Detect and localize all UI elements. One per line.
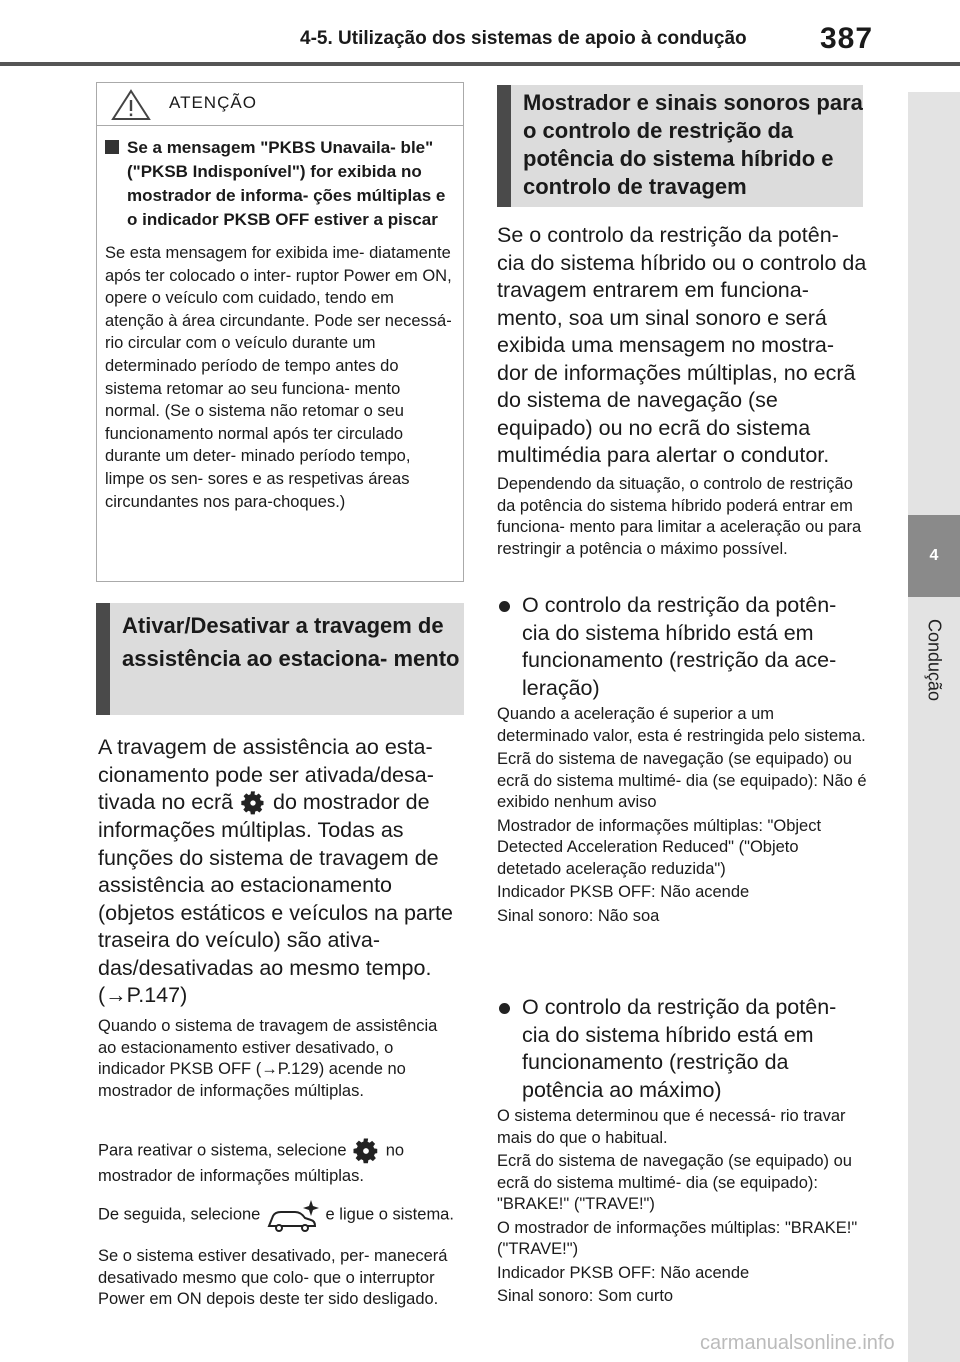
bullet-2-line: O mostrador de informações múltiplas: "BRAKE!" ("TRAVE!")	[497, 1218, 858, 1258]
left-note-3	[98, 1198, 468, 1232]
bullet-1-line: Indicador PKSB OFF: Não acende	[497, 883, 750, 901]
section-heading-left: Ativar/Desativar a travagem de assistência ao estaciona- mento	[96, 603, 464, 715]
left-note-2-part1: Para reativar o sistema, selecione	[98, 1141, 347, 1160]
left-paragraph-part2: do mostrador de informações múltiplas. Todas as funções do sistema de travagem de assistência ao estacionamento (objetos estáticos e veículos na parte traseira do veículo) são ativa- das/desativadas ao mesmo tempo. (→P.147)	[98, 790, 453, 1008]
left-paragraph	[98, 734, 468, 1010]
left-note-3-part1: De seguida, selecione	[98, 1205, 261, 1224]
left-note-3-part2: e ligue o sistema.	[325, 1205, 454, 1224]
section-heading-right: Mostrador e sinais sonoros para o controlo de restrição da potência do sistema híbrido e controlo de travagem	[497, 85, 863, 207]
gear-icon	[351, 1136, 381, 1166]
bullet-1-details	[497, 704, 867, 927]
bullet-2-line: Ecrã do sistema de navegação (se equipado) ou ecrã do sistema multimé- dia (se equipado): "BRAKE!" ("TRAVE!")	[497, 1152, 852, 1213]
gear-icon	[239, 789, 267, 817]
left-note-2	[98, 1136, 468, 1188]
bullet-2-text: O controlo da restrição da potên- cia do sistema híbrido está em funcionamento (restrição da potência ao máximo)	[522, 995, 837, 1102]
bullet-1-text: O controlo da restrição da potên- cia do sistema híbrido está em funcionamento (restrição da ace- leração)	[522, 593, 837, 700]
right-note: Dependendo da situação, o controlo de restrição da potência do sistema híbrido poderá entrar em funciona- mento para limitar a aceleração ou para restringir a potência o máximo possível.	[497, 475, 862, 558]
left-note-4: Se o sistema estiver desativado, per- manecerá desativado mesmo que colo- que o interruptor Power em ON depois deste ter sido desligado.	[98, 1247, 448, 1308]
warning-box	[96, 82, 464, 582]
bullet-dot-icon	[499, 601, 510, 612]
page-number: 387	[820, 22, 874, 55]
bullet-2-line: Indicador PKSB OFF: Não acende	[497, 1263, 750, 1282]
bullet-1	[497, 592, 863, 702]
bullet-1-line: Mostrador de informações múltiplas: "Object Detected Acceleration Reduced" ("Objeto detetado aceleração reduzida")	[497, 816, 822, 878]
bullet-1-line: Quando a aceleração é superior a um determinado valor, esta é restringida pelo sistema.	[497, 705, 866, 745]
warning-header	[97, 83, 463, 126]
warning-body: Se esta mensagem for exibida ime- diatamente após ter colocado o inter- ruptor Power em ON, opere o veículo com cuidado, tendo em atenção à área circundante. Pode ser necessá- rio circular com o veículo durante um determinado período de tempo antes do sistema retomar ao seu funciona- mento normal. (Se o sistema não retomar o seu funcionamento normal após ter circulado durante um deter- minado período tempo, limpe os sen- sores e as respetivas áreas circundantes nos para-choques.)	[105, 244, 452, 511]
car-brake-icon	[265, 1198, 321, 1232]
warning-title: ATENÇÃO	[169, 93, 257, 112]
bullet-2-details	[497, 1106, 867, 1308]
chapter-tab-number: 4	[908, 515, 960, 597]
bullet-dot-icon	[499, 1003, 510, 1014]
square-bullet-icon	[105, 140, 119, 154]
bullet-1-line: Ecrã do sistema de navegação (se equipado) ou ecrã do sistema multimé- dia (se equipado): Não é exibido nenhum aviso	[497, 750, 867, 811]
right-paragraph: Se o controlo da restrição da potên- cia do sistema híbrido ou o controlo da travagem entrarem em funciona- mento, soa um sinal sonoro e será exibida uma mensagem no mostra- dor de informações múltiplas, no ecrã do sistema de navegação (se equipado) ou no ecrã do sistema multimédia para alertar o condutor.	[497, 223, 867, 467]
watermark: carmanualsonline.info	[700, 1332, 895, 1354]
bullet-2-line: Sinal sonoro: Som curto	[497, 1287, 674, 1305]
bullet-2-line: O sistema determinou que é necessá- rio travar mais do que o habitual.	[497, 1107, 846, 1147]
bullet-1-line: Sinal sonoro: Não soa	[497, 906, 660, 925]
warning-triangle-icon	[111, 89, 151, 121]
header-rule	[0, 62, 960, 66]
left-paragraph-part1: A travagem de assistência ao esta- cionamento pode ser ativada/desa- tivada no ecrã	[98, 735, 434, 814]
warning-subtitle: Se a mensagem "PKBS Unavaila- ble" ("PKSB Indisponível") for exibida no mostrador de informa- ções múltiplas e o indicador PKSB OFF estiver a piscar	[127, 138, 446, 229]
section-title: 4-5. Utilização dos sistemas de apoio à condução	[300, 28, 747, 49]
chapter-tab-label: Condução	[924, 618, 945, 702]
side-strip	[908, 92, 960, 1362]
left-note-1: Quando o sistema de travagem de assistência ao estacionamento estiver desativado, o indicador PKSB OFF (→P.129) acende no mostrador de informações múltiplas.	[98, 1017, 438, 1100]
left-note-2-part2: no mostrador de informações múltiplas.	[98, 1141, 405, 1185]
warning-subtitle-row	[105, 136, 453, 232]
bullet-2	[497, 994, 863, 1104]
